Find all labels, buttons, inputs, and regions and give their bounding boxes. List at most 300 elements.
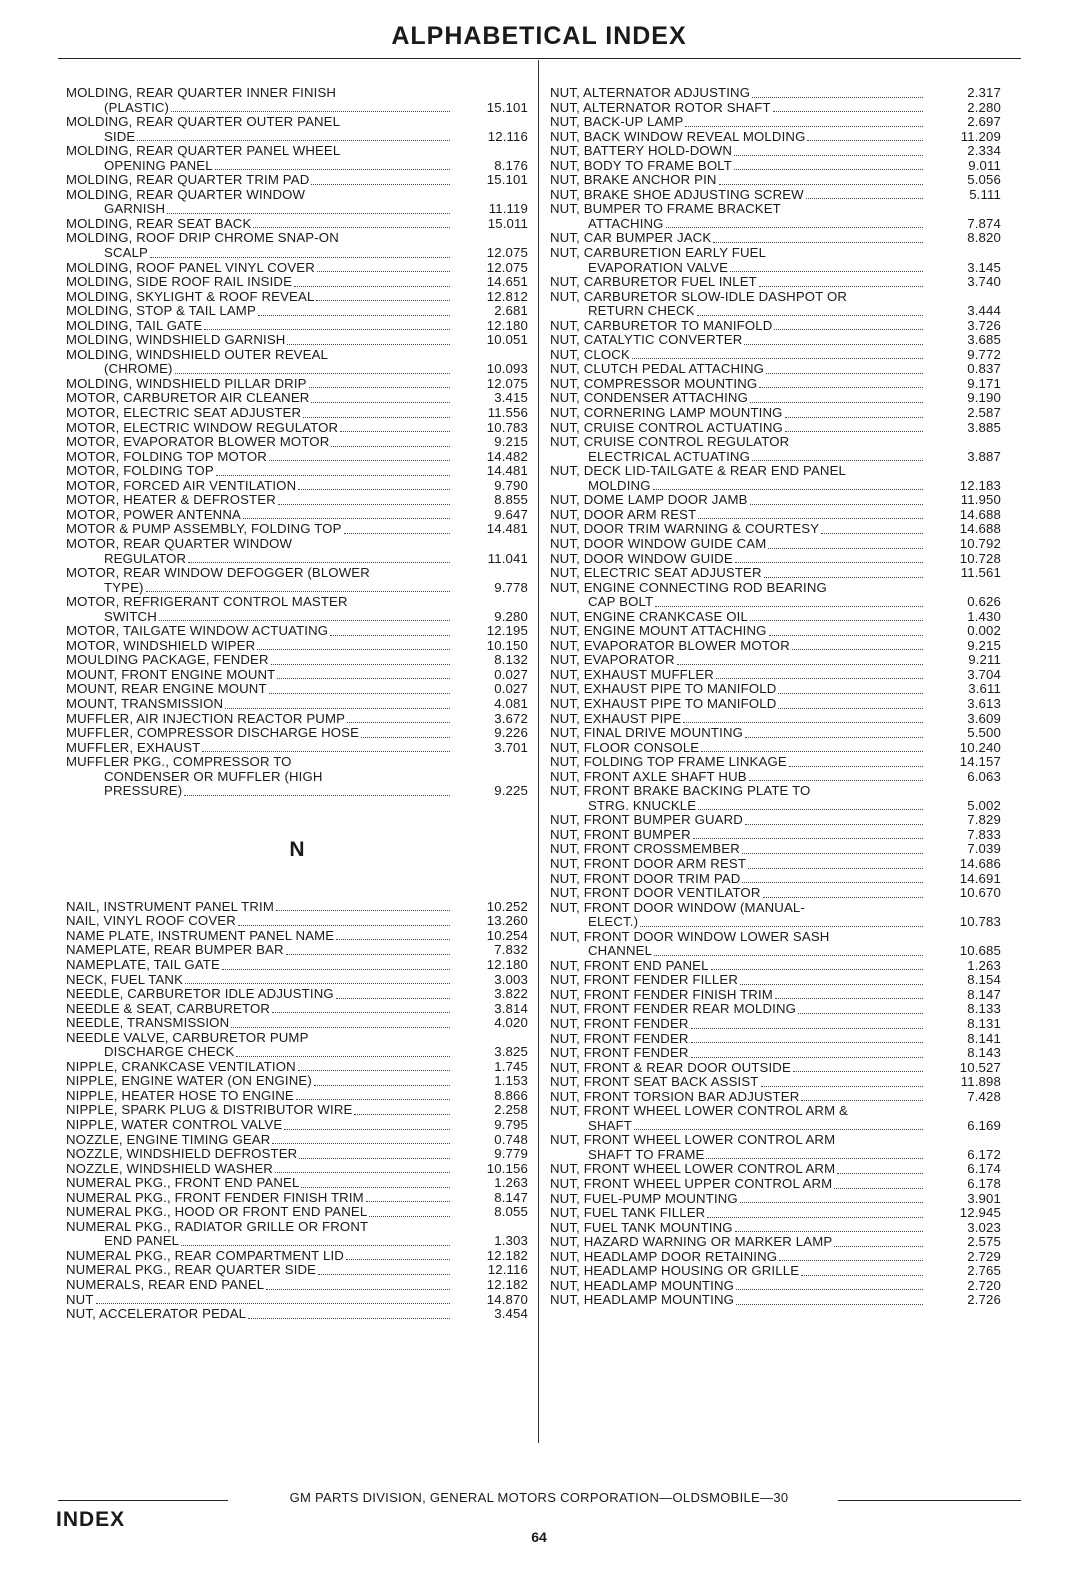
entry-text: NUMERAL PKG., REAR COMPARTMENT LID <box>66 1248 344 1263</box>
leader-dots <box>243 518 450 519</box>
leader-dots <box>807 140 923 141</box>
entry-text: NUT, FRONT BUMPER GUARD <box>550 813 743 828</box>
entry-text: NUT, ENGINE CONNECTING ROD BEARING <box>550 580 827 595</box>
entry-page-ref: 6.169 <box>967 1117 1001 1133</box>
entry-text: NUT, BACK WINDOW REVEAL MOLDING <box>550 129 806 144</box>
leader-dots <box>801 1275 923 1276</box>
index-entry <box>66 900 528 915</box>
entry-text: MOLDING, REAR QUARTER WINDOW <box>66 187 306 202</box>
entry-page-ref: 10.670 <box>959 885 1001 901</box>
entry-text: MOTOR, CARBURETOR AIR CLEANER <box>66 391 310 406</box>
leader-dots <box>719 184 923 185</box>
index-entry <box>550 959 1001 974</box>
index-entry <box>66 391 528 406</box>
entry-page-ref: 10.252 <box>486 898 528 914</box>
entry-page-ref: 2.587 <box>967 405 1001 421</box>
leader-dots <box>303 417 450 418</box>
index-entry <box>66 624 528 639</box>
entry-page-ref: 11.041 <box>487 550 528 566</box>
index-entry <box>66 668 528 683</box>
entry-text: (CHROME) <box>104 362 173 377</box>
entry-page-ref: 12.812 <box>486 288 528 304</box>
leader-dots <box>750 402 923 403</box>
entry-page-ref: 1.303 <box>494 1233 528 1249</box>
index-entry <box>550 377 1001 392</box>
leader-dots <box>231 1027 450 1028</box>
index-entry <box>66 115 528 144</box>
index-entry <box>550 188 1001 203</box>
leader-dots <box>296 1099 450 1100</box>
leader-dots <box>785 417 923 418</box>
entry-text: MOTOR & PUMP ASSEMBLY, FOLDING TOP <box>66 522 342 537</box>
entry-page-ref: 10.093 <box>486 361 528 377</box>
leader-dots <box>701 751 923 752</box>
entry-text: NUT, DOME LAMP DOOR JAMB <box>550 493 748 508</box>
leader-dots <box>238 925 450 926</box>
entry-page-ref: 12.180 <box>486 956 528 972</box>
index-entry <box>66 421 528 436</box>
entry-text: NUT, FRONT FENDER <box>550 1031 689 1046</box>
entry-page-ref: 11.898 <box>960 1074 1001 1090</box>
entry-page-ref: 2.697 <box>967 114 1001 130</box>
leader-dots <box>287 344 450 345</box>
entry-text: MOTOR, HEATER & DEFROSTER <box>66 493 276 508</box>
entry-text: NUT, CARBURETOR FUEL INLET <box>550 275 757 290</box>
entry-page-ref: 14.688 <box>959 506 1001 522</box>
index-entry <box>550 391 1001 406</box>
entry-page-ref: 1.153 <box>494 1073 528 1089</box>
entry-page-ref: 2.720 <box>967 1277 1001 1293</box>
section-letter: N <box>289 837 305 861</box>
entry-page-ref: 9.790 <box>494 477 528 493</box>
leader-dots <box>330 635 450 636</box>
entry-page-ref: 12.945 <box>959 1205 1001 1221</box>
entry-text: NUT, EXHAUST PIPE TO MANIFOLD <box>550 682 777 697</box>
entry-page-ref: 12.075 <box>486 245 528 261</box>
footer-index-label: INDEX <box>56 1508 126 1531</box>
entry-page-ref: 1.745 <box>494 1058 528 1074</box>
index-entry <box>66 741 528 756</box>
index-entry <box>550 842 1001 857</box>
entry-page-ref: 11.561 <box>960 565 1001 581</box>
index-entry <box>66 479 528 494</box>
entry-text: NEEDLE, TRANSMISSION <box>66 1016 230 1031</box>
right-column <box>550 86 1001 1308</box>
index-entry <box>550 319 1001 334</box>
entry-page-ref: 7.833 <box>967 826 1001 842</box>
entry-page-ref: 3.740 <box>967 274 1001 290</box>
entry-text: NOZZLE, ENGINE TIMING GEAR <box>66 1132 271 1147</box>
index-entry <box>66 173 528 188</box>
index-entry <box>66 653 528 668</box>
entry-page-ref: 3.609 <box>967 710 1001 726</box>
index-entry <box>66 1074 528 1089</box>
entry-text: MOTOR, FOLDING TOP MOTOR <box>66 449 267 464</box>
entry-text: NUT, ACCELERATOR PEDAL <box>66 1307 247 1322</box>
index-list-n <box>66 900 528 1322</box>
entry-text: MOTOR, POWER ANTENNA <box>66 507 241 522</box>
entry-text: MOLDING, WINDSHIELD PILLAR DRIP <box>66 376 307 391</box>
leader-dots <box>204 329 450 330</box>
index-entry <box>66 1307 528 1322</box>
entry-text: CONDENSER OR MUFFLER (HIGH <box>104 769 323 784</box>
entry-page-ref: 3.145 <box>967 259 1001 275</box>
index-entry <box>66 1263 528 1278</box>
entry-page-ref: 10.254 <box>486 927 528 943</box>
entry-page-ref: 3.885 <box>967 419 1001 435</box>
entry-text: NOZZLE, WINDSHIELD WASHER <box>66 1161 273 1176</box>
entry-text: NUT, ELECTRIC SEAT ADJUSTER <box>550 566 762 581</box>
entry-text: NUT, BRAKE ANCHOR PIN <box>550 173 717 188</box>
leader-dots <box>331 446 450 447</box>
entry-text: NUT, CATALYTIC CONVERTER <box>550 333 743 348</box>
index-entry <box>66 973 528 988</box>
index-entry <box>66 333 528 348</box>
leader-dots <box>706 1158 923 1159</box>
index-entry <box>550 813 1001 828</box>
leader-dots <box>745 824 923 825</box>
leader-dots <box>188 562 450 563</box>
leader-dots <box>697 315 923 316</box>
entry-text: NUT, HAZARD WARNING OR MARKER LAMP <box>550 1235 833 1250</box>
leader-dots <box>276 910 450 911</box>
entry-text: MOLDING, WINDSHIELD OUTER REVEAL <box>66 347 328 362</box>
leader-dots <box>317 271 450 272</box>
index-entry <box>66 1016 528 1031</box>
index-entry <box>66 1205 528 1220</box>
index-entry <box>550 828 1001 843</box>
index-entry <box>550 362 1001 377</box>
index-entry <box>550 1192 1001 1207</box>
entry-page-ref: 0.027 <box>494 666 528 682</box>
entry-text: MOTOR, WINDSHIELD WIPER <box>66 638 256 653</box>
index-entry <box>550 1104 1001 1133</box>
leader-dots <box>752 97 923 98</box>
leader-dots <box>683 722 923 723</box>
index-entry <box>66 450 528 465</box>
entry-text: RETURN CHECK <box>588 304 695 319</box>
index-entry <box>550 653 1001 668</box>
entry-text: CHANNEL <box>588 944 653 959</box>
entry-text: NUT, BUMPER TO FRAME BRACKET <box>550 202 781 217</box>
leader-dots <box>736 1304 923 1305</box>
leader-dots <box>225 708 450 709</box>
entry-text: NUT, FUEL TANK MOUNTING <box>550 1220 733 1235</box>
index-entry <box>550 857 1001 872</box>
entry-page-ref: 12.195 <box>486 623 528 639</box>
leader-dots <box>734 155 923 156</box>
entry-text: MOUNT, TRANSMISSION <box>66 696 224 711</box>
index-entry <box>550 1221 1001 1236</box>
entry-page-ref: 12.075 <box>486 375 528 391</box>
leader-dots <box>677 664 923 665</box>
entry-text: NUT <box>66 1292 94 1307</box>
entry-page-ref: 14.691 <box>959 870 1001 886</box>
entry-page-ref: 3.444 <box>967 303 1001 319</box>
entry-page-ref: 2.726 <box>967 1292 1001 1308</box>
entry-text: NUT, CLOCK <box>550 347 630 362</box>
index-entry <box>550 101 1001 116</box>
entry-text: NUT, HEADLAMP DOOR RETAINING <box>550 1249 778 1264</box>
index-entry <box>550 755 1001 770</box>
entry-page-ref: 2.317 <box>967 85 1001 100</box>
entry-text: NUT, COMPRESSOR MOUNTING <box>550 376 758 391</box>
leader-dots <box>792 649 923 650</box>
entry-page-ref: 2.280 <box>967 99 1001 115</box>
index-entry <box>550 1206 1001 1221</box>
index-entry <box>550 115 1001 130</box>
entry-text: NUT, FUEL TANK FILLER <box>550 1206 706 1221</box>
entry-page-ref: 7.039 <box>967 841 1001 857</box>
entry-text: GARNISH <box>104 202 166 217</box>
leader-dots <box>202 751 450 752</box>
index-entry <box>550 1293 1001 1308</box>
entry-text: NUT, CARBURETOR TO MANIFOLD <box>550 318 773 333</box>
index-entry <box>550 86 1001 101</box>
index-entry <box>66 377 528 392</box>
entry-page-ref: 4.081 <box>494 695 528 711</box>
entry-page-ref: 3.023 <box>967 1219 1001 1235</box>
index-entry <box>66 319 528 334</box>
index-entry <box>550 624 1001 639</box>
index-entry <box>550 144 1001 159</box>
entry-text: MUFFLER, COMPRESSOR DISCHARGE HOSE <box>66 726 360 741</box>
leader-dots <box>778 693 923 694</box>
index-entry <box>66 595 528 624</box>
entry-text: (PLASTIC) <box>104 100 170 115</box>
entry-text: MOLDING, REAR QUARTER INNER FINISH <box>66 86 337 100</box>
entry-page-ref: 0.002 <box>967 623 1001 639</box>
leader-dots <box>236 1056 450 1057</box>
entry-text: NAIL, VINYL ROOF COVER <box>66 914 236 929</box>
entry-page-ref: 3.454 <box>494 1306 528 1322</box>
index-entry <box>66 1220 528 1249</box>
entry-text: NUT, CRUISE CONTROL REGULATOR <box>550 435 790 450</box>
index-entry <box>66 755 528 799</box>
leader-dots <box>716 678 923 679</box>
entry-text: STRG. KNUCKLE <box>588 798 697 813</box>
entry-text: NEEDLE & SEAT, CARBURETOR <box>66 1001 271 1016</box>
entry-text: END PANEL <box>104 1234 180 1249</box>
entry-page-ref: 13.260 <box>486 913 528 929</box>
entry-text: NUT, FRONT FENDER FILLER <box>550 973 738 988</box>
index-entry <box>66 406 528 421</box>
index-entry <box>550 1090 1001 1105</box>
entry-page-ref: 2.258 <box>494 1102 528 1118</box>
entry-page-ref: 3.613 <box>967 695 1001 711</box>
leader-dots <box>269 693 450 694</box>
entry-text: NUT, FUEL-PUMP MOUNTING <box>550 1191 738 1206</box>
left-column <box>66 86 528 1322</box>
entry-text: NUT, FRONT BUMPER <box>550 827 691 842</box>
entry-page-ref: 14.482 <box>486 448 528 464</box>
index-entry <box>66 261 528 276</box>
entry-text: NUT, FRONT FENDER REAR MOLDING <box>550 1002 797 1017</box>
leader-dots <box>311 184 450 185</box>
entry-page-ref: 3.611 <box>968 681 1001 697</box>
index-entry <box>66 1278 528 1293</box>
index-entry <box>550 493 1001 508</box>
entry-page-ref: 3.701 <box>494 739 528 755</box>
leader-dots <box>248 1318 450 1319</box>
index-entry <box>550 552 1001 567</box>
index-entry <box>66 1176 528 1191</box>
entry-page-ref: 11.119 <box>488 201 528 217</box>
entry-text: MOTOR, FOLDING TOP <box>66 464 214 479</box>
entry-text: NUT, ALTERNATOR ADJUSTING <box>550 86 751 100</box>
leader-dots <box>740 984 923 985</box>
entry-text: MOLDING, REAR QUARTER PANEL WHEEL <box>66 144 341 159</box>
entry-text: NUT, FRONT END PANEL <box>550 958 709 973</box>
leader-dots <box>137 140 450 141</box>
entry-page-ref: 10.728 <box>959 550 1001 566</box>
index-entry <box>550 1177 1001 1192</box>
entry-text: NUMERAL PKG., HOOD OR FRONT END PANEL <box>66 1205 368 1220</box>
entry-page-ref: 15.101 <box>486 99 528 115</box>
entry-text: MOLDING, REAR QUARTER TRIM PAD <box>66 173 310 188</box>
leader-dots <box>298 489 450 490</box>
index-entry <box>66 1293 528 1308</box>
entry-text: NAMEPLATE, REAR BUMPER BAR <box>66 943 284 958</box>
leader-dots <box>347 722 450 723</box>
entry-text: NUT, FRONT DOOR WINDOW LOWER SASH <box>550 929 830 944</box>
entry-page-ref: 6.172 <box>967 1146 1001 1162</box>
entry-text: NUT, HEADLAMP MOUNTING <box>550 1293 735 1308</box>
entry-page-ref: 12.116 <box>487 128 528 144</box>
entry-text: NUT, CRUISE CONTROL ACTUATING <box>550 420 783 435</box>
entry-text: NUMERAL PKG., FRONT END PANEL <box>66 1176 300 1191</box>
entry-page-ref: 12.182 <box>486 1247 528 1263</box>
leader-dots <box>269 460 450 461</box>
entry-text: NUT, DECK LID-TAILGATE & REAR END PANEL <box>550 464 847 479</box>
leader-dots <box>185 983 450 984</box>
entry-page-ref: 8.143 <box>967 1045 1001 1061</box>
entry-text: SWITCH <box>104 609 157 624</box>
index-entry <box>66 1147 528 1162</box>
index-entry <box>66 290 528 305</box>
entry-page-ref: 7.428 <box>967 1088 1001 1104</box>
entry-text: NUT, EXHAUST PIPE <box>550 711 682 726</box>
entry-page-ref: 10.240 <box>959 739 1001 755</box>
leader-dots <box>181 1245 450 1246</box>
leader-dots <box>257 649 450 650</box>
leader-dots <box>253 227 450 228</box>
leader-dots <box>691 1028 923 1029</box>
entry-text: NEEDLE, CARBURETOR IDLE ADJUSTING <box>66 987 334 1002</box>
leader-dots <box>774 329 923 330</box>
leader-dots <box>764 577 923 578</box>
entry-page-ref: 1.263 <box>967 957 1001 973</box>
entry-page-ref: 8.147 <box>494 1189 528 1205</box>
leader-dots <box>685 126 923 127</box>
entry-text: NUT, FRONT DOOR ARM REST <box>550 856 747 871</box>
entry-page-ref: 14.870 <box>486 1291 528 1307</box>
entry-text: NUT, DOOR WINDOW GUIDE CAM <box>550 536 767 551</box>
entry-text: NUT, FRONT TORSION BAR ADJUSTER <box>550 1089 800 1104</box>
leader-dots <box>369 1216 450 1217</box>
entry-page-ref: 10.783 <box>959 914 1001 930</box>
entry-text: NUMERAL PKG., RADIATOR GRILLE OR FRONT <box>66 1219 369 1234</box>
leader-dots <box>298 1070 450 1071</box>
entry-text: NUT, FRONT WHEEL LOWER CONTROL ARM <box>550 1133 836 1148</box>
index-entry <box>550 202 1001 231</box>
entry-page-ref: 10.527 <box>959 1059 1001 1075</box>
leader-dots <box>735 562 923 563</box>
index-entry <box>550 1002 1001 1017</box>
entry-page-ref: 0.626 <box>967 594 1001 610</box>
entry-text: NUT, CONDENSER ATTACHING <box>550 391 749 406</box>
leader-dots <box>691 1057 923 1058</box>
entry-page-ref: 7.829 <box>967 812 1001 828</box>
leader-dots <box>837 1173 923 1174</box>
index-entry <box>66 1002 528 1017</box>
entry-page-ref: 5.056 <box>967 172 1001 188</box>
leader-dots <box>159 620 450 621</box>
leader-dots <box>769 635 923 636</box>
index-entry <box>66 1060 528 1075</box>
leader-dots <box>272 1012 450 1013</box>
entry-text: MOTOR, TAILGATE WINDOW ACTUATING <box>66 624 329 639</box>
entry-page-ref: 0.748 <box>494 1131 528 1147</box>
index-entry <box>66 1162 528 1177</box>
entry-text: MOULDING PACKAGE, FENDER <box>66 653 269 668</box>
leader-dots <box>640 926 923 927</box>
entry-page-ref: 9.280 <box>494 608 528 624</box>
entry-text: SHAFT TO FRAME <box>588 1147 705 1162</box>
entry-page-ref: 11.556 <box>487 405 528 421</box>
leader-dots <box>346 1259 450 1260</box>
leader-dots <box>759 286 923 287</box>
leader-dots <box>294 286 450 287</box>
entry-page-ref: 7.832 <box>494 942 528 958</box>
leader-dots <box>744 344 923 345</box>
leader-dots <box>216 475 450 476</box>
index-entry <box>550 639 1001 654</box>
entry-page-ref: 3.704 <box>967 666 1001 682</box>
entry-page-ref: 8.055 <box>494 1204 528 1220</box>
leader-dots <box>361 737 450 738</box>
leader-dots <box>775 998 923 999</box>
entry-text: NUT, BRAKE SHOE ADJUSTING SCREW <box>550 187 804 202</box>
leader-dots <box>299 1158 450 1159</box>
leader-dots <box>768 548 923 549</box>
entry-text: NIPPLE, ENGINE WATER (ON ENGINE) <box>66 1074 312 1089</box>
entry-text: NUT, CAR BUMPER JACK <box>550 231 712 246</box>
index-entry <box>550 522 1001 537</box>
index-entry <box>550 333 1001 348</box>
leader-dots <box>340 431 450 432</box>
entry-text: NUT, FRONT AXLE SHAFT HUB <box>550 769 747 784</box>
leader-dots <box>275 1172 450 1173</box>
leader-dots <box>653 489 923 490</box>
leader-dots <box>749 780 923 781</box>
entry-text: NUT, EVAPORATOR <box>550 653 675 668</box>
index-entry <box>550 988 1001 1003</box>
index-entry <box>66 1031 528 1060</box>
index-list-nut <box>550 86 1001 1308</box>
title-rule <box>58 58 1021 59</box>
leader-dots <box>698 518 923 519</box>
entry-text: NIPPLE, CRANKCASE VENTILATION <box>66 1059 296 1074</box>
entry-text: NUT, HEADLAMP MOUNTING <box>550 1278 735 1293</box>
leader-dots <box>752 460 923 461</box>
entry-text: MUFFLER, EXHAUST <box>66 740 201 755</box>
entry-page-ref: 8.866 <box>494 1087 528 1103</box>
index-entry <box>66 1191 528 1206</box>
index-entry <box>550 741 1001 756</box>
entry-page-ref: 8.855 <box>494 492 528 508</box>
leader-dots <box>834 1246 923 1247</box>
